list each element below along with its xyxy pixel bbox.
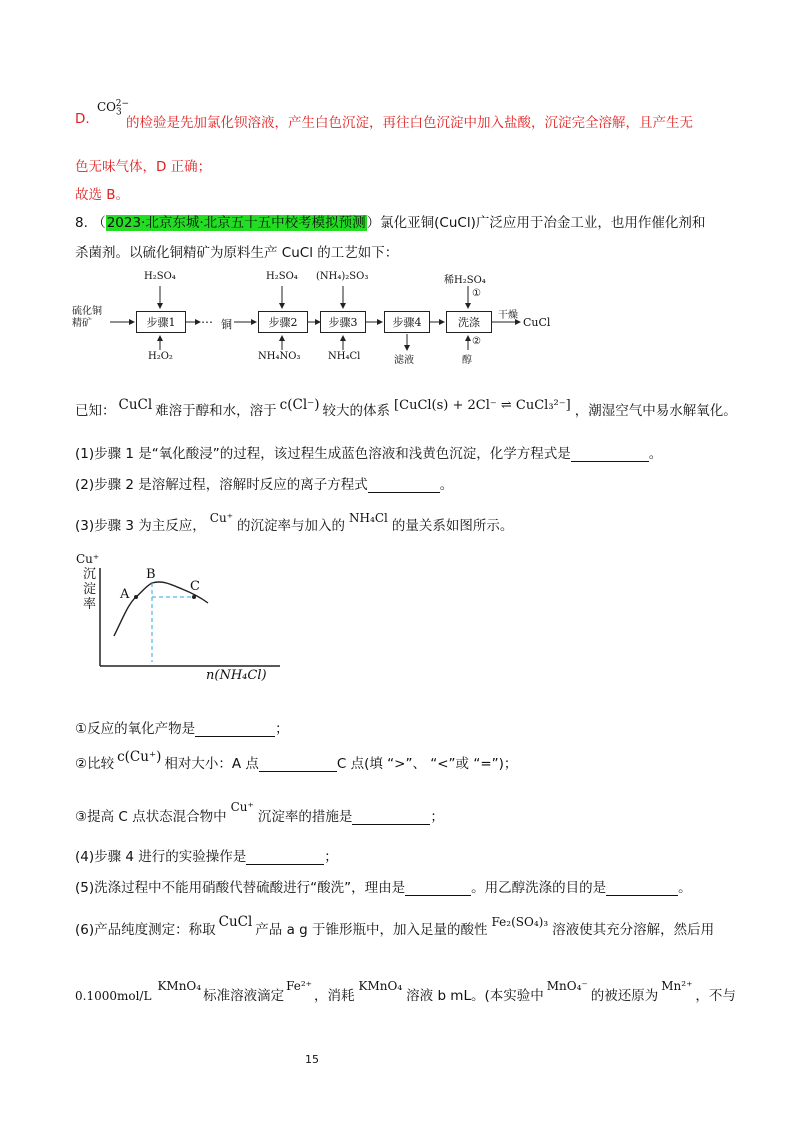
step4-box: 步骤4 <box>384 311 430 333</box>
part-1: (1)步骤 1 是“氧化酸浸”的过程，该过程生成蓝色溶液和浅黄色沉淀，化学方程式是 。 <box>75 446 663 462</box>
precipitation-chart <box>70 550 290 690</box>
process-flow-diagram <box>70 266 590 366</box>
point-b-label: B <box>146 567 156 582</box>
answer-blank-2[interactable] <box>368 478 440 493</box>
chart-ylabel-text: 沉 淀 率 <box>83 567 97 612</box>
step2-reagent-bottom: NH₄NO₃ <box>258 351 301 362</box>
copper-label: 铜 <box>221 318 232 331</box>
known-line: 已知： CuCl 难溶于醇和水，溶于 c(Cl⁻) 较大的体系 [CuCl(s) + 2Cl⁻ ⇌ CuCl₃²⁻] ，潮湿空气中易水解氧化。 <box>75 397 737 419</box>
answer-blank-3-3[interactable] <box>352 810 430 825</box>
point-a-label: A <box>120 587 130 602</box>
answer-blank-5a[interactable] <box>405 881 471 896</box>
part-2: (2)步骤 2 是溶解过程，溶解时反应的离子方程式 。 <box>75 477 454 493</box>
part-6-line2: 0.1000mol/LKMnO₄标准溶液滴定Fe²⁺，消耗KMnO₄溶液 b mL。(本实验中MnO₄⁻的被还原为Mn²⁺，不与 <box>75 979 736 1004</box>
dry-label: 干燥 <box>498 310 518 321</box>
step3-reagent-bottom: NH₄Cl <box>328 351 361 362</box>
answer-blank-1[interactable] <box>571 447 649 462</box>
answer-blank-4[interactable] <box>246 850 324 865</box>
intro-line2: 杀菌剂。以硫化铜精矿为原料生产 CuCl 的工艺如下： <box>75 245 399 261</box>
step2-box: 步骤2 <box>258 311 308 333</box>
wash-step-mark-2: ② <box>472 336 481 347</box>
chart-ylabel-ion: Cu⁺ <box>76 552 100 566</box>
answer-d-label: D. <box>75 111 90 127</box>
part-5: (5)洗涤过程中不能用硝酸代替硫酸进行“酸洗”，理由是 。用乙醇洗涤的目的是 。 <box>75 880 692 896</box>
wash-reagent-top: 稀H₂SO₄ <box>444 275 486 286</box>
wash-box: 洗涤 <box>446 311 492 333</box>
step3-box: 步骤3 <box>320 311 366 333</box>
answer-blank-3-2[interactable] <box>259 757 337 772</box>
answer-conclusion: 故选 B。 <box>75 187 130 203</box>
wash-step-mark-1: ① <box>472 288 481 299</box>
answer-blank-5b[interactable] <box>606 881 678 896</box>
answer-d-line2: 色无味气体，D 正确； <box>75 159 212 175</box>
point-c-label: C <box>190 579 200 594</box>
intro-line1: 氯化亚铜(CuCl)广泛应用于冶金工业，也用作催化剂和 <box>380 215 706 231</box>
part-3-1: ①反应的氧化产物是 ； <box>75 721 289 737</box>
raw-material-label: 硫化铜 精矿 <box>72 306 102 329</box>
equilibrium-equation: [CuCl(s) + 2Cl⁻ ⇌ CuCl₃²⁻] <box>394 398 571 413</box>
product-label: CuCl <box>523 316 551 329</box>
step1-reagent-bottom: H₂O₂ <box>148 351 173 362</box>
filtrate-label: 滤液 <box>394 355 414 366</box>
source-tag: 2023·北京东城·北京五十五中校考模拟预测 <box>106 215 366 231</box>
page-number: 15 <box>305 1053 319 1066</box>
question-8-header: 8. （2023·北京东城·北京五十五中校考模拟预测）氯化亚铜(CuCl)广泛应用于冶金工业，也用作催化剂和 <box>75 215 706 231</box>
step3-reagent-top: (NH₄)₂SO₃ <box>316 271 369 282</box>
part-3: (3)步骤 3 为主反应， Cu⁺ 的沉淀率与加入的 NH₄Cl 的量关系如图所示。 <box>75 511 514 534</box>
step1-box: 步骤1 <box>136 311 186 333</box>
answer-d-line1: 的检验是先加氯化钡溶液，产生白色沉淀，再往白色沉淀中加入盐酸，沉淀完全溶解，且产生无 <box>126 115 693 131</box>
wash-reagent-bottom: 醇 <box>462 355 472 366</box>
answer-blank-3-1[interactable] <box>195 722 275 737</box>
part-6-line1: (6)产品纯度测定：称取 CuCl 产品 a g 于锥形瓶中，加入足量的酸性 Fe₂(SO₄)₃ 溶液使其充分溶解，然后用 <box>75 914 715 938</box>
carbonate-formula: $CO_3^{2-}$ <box>97 99 130 118</box>
part-4: (4)步骤 4 进行的实验操作是 ； <box>75 849 338 865</box>
step1-reagent-top: H₂SO₄ <box>144 271 176 282</box>
question-number: 8. <box>75 215 88 231</box>
chart-xlabel: n(NH₄Cl) <box>206 668 267 683</box>
step2-reagent-top: H₂SO₄ <box>266 271 298 282</box>
part-3-3: ③提高 C 点状态混合物中Cu⁺沉淀率的措施是 ； <box>75 800 444 825</box>
ellipsis: ⋯ <box>201 315 213 329</box>
part-3-2: ②比较 c(Cu⁺) 相对大小：A 点 C 点(填 “>”、 “<”或 “=”)； <box>75 749 518 772</box>
